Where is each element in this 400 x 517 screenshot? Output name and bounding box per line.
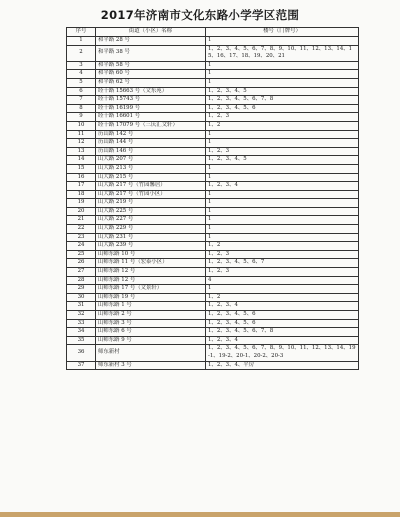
row-street: 历山路 146 号 — [96, 147, 206, 156]
table-row — [67, 207, 359, 216]
row-buildings: 1、2 — [206, 242, 359, 251]
row-street: 山师东路 3 号 — [96, 319, 206, 328]
header-index: 序号 — [67, 28, 96, 37]
table-row — [67, 113, 359, 122]
row-index: 8 — [67, 104, 96, 113]
table-row — [67, 225, 359, 234]
row-buildings: 1、2、3、4 — [206, 302, 359, 311]
row-buildings: 1 — [206, 225, 359, 234]
row-street: 山大路 217 号（竹园馨居） — [96, 182, 206, 191]
row-index: 21 — [67, 216, 96, 225]
table-row — [67, 182, 359, 191]
row-buildings: 1、2、3、4、5、6、7 — [206, 259, 359, 268]
row-street: 和平路 62 号 — [96, 78, 206, 87]
row-buildings: 1、2、3、4、平房 — [206, 361, 359, 370]
row-buildings: 1 — [206, 139, 359, 148]
row-index: 24 — [67, 242, 96, 251]
row-buildings: 1 — [206, 285, 359, 294]
table-row — [67, 311, 359, 320]
table-row — [67, 139, 359, 148]
row-index: 3 — [67, 61, 96, 70]
row-street: 经十路 15743 号 — [96, 96, 206, 105]
row-buildings: 1、2、3、4 — [206, 336, 359, 345]
row-street: 山师东路 12 号 — [96, 276, 206, 285]
row-index: 29 — [67, 285, 96, 294]
table-row — [67, 285, 359, 294]
row-street: 山大路 229 号 — [96, 225, 206, 234]
row-street: 山师东路 1 号 — [96, 302, 206, 311]
table-row — [67, 37, 359, 46]
row-buildings: 1 — [206, 61, 359, 70]
row-street: 山大路 227 号 — [96, 216, 206, 225]
row-index: 10 — [67, 121, 96, 130]
table-row — [67, 78, 359, 87]
row-index: 12 — [67, 139, 96, 148]
table-row — [67, 70, 359, 79]
row-buildings: 1、2、3、4、5、6、7、8、9、10、11、12、13、14、15、16、17、18、19、20、21 — [206, 45, 359, 61]
school-district-table — [66, 27, 359, 370]
row-buildings: 1、2 — [206, 293, 359, 302]
table-row — [67, 242, 359, 251]
row-index: 31 — [67, 302, 96, 311]
row-index: 15 — [67, 164, 96, 173]
row-street: 山师东路 9 号 — [96, 336, 206, 345]
row-street: 山大路 215 号 — [96, 173, 206, 182]
row-index: 19 — [67, 199, 96, 208]
table-row — [67, 173, 359, 182]
row-index: 16 — [67, 173, 96, 182]
row-street: 经十路 15663 号（文东苑） — [96, 87, 206, 96]
row-street: 山大路 225 号 — [96, 207, 206, 216]
row-street: 经十路 16199 号 — [96, 104, 206, 113]
row-index: 2 — [67, 45, 96, 61]
table-row — [67, 199, 359, 208]
row-index: 27 — [67, 268, 96, 277]
row-index: 22 — [67, 225, 96, 234]
page-title: 2017年济南市文化东路小学学区范围 — [100, 8, 300, 22]
table-row — [67, 121, 359, 130]
row-buildings: 1、2、3 — [206, 113, 359, 122]
table-row — [67, 233, 359, 242]
row-buildings: 1、2、3、4、5、6、7、8、9、10、11、12、13、14、19-1、19-2、20-1、20-2、20-3 — [206, 345, 359, 361]
table-row — [67, 276, 359, 285]
table-row — [67, 259, 359, 268]
row-buildings: 4 — [206, 276, 359, 285]
row-buildings: 1 — [206, 70, 359, 79]
table-row — [67, 45, 359, 61]
row-index: 1 — [67, 37, 96, 46]
row-street: 和平路 60 号 — [96, 70, 206, 79]
table-row — [67, 190, 359, 199]
row-index: 13 — [67, 147, 96, 156]
table-row — [67, 104, 359, 113]
header-street: 街道（小区）名称 — [96, 28, 206, 37]
row-buildings: 1、2、3、4、5、6 — [206, 104, 359, 113]
row-buildings: 1 — [206, 199, 359, 208]
table-row — [67, 345, 359, 361]
row-buildings: 1、2、3、4、5、6 — [206, 311, 359, 320]
table-row — [67, 216, 359, 225]
table-row — [67, 147, 359, 156]
table-row — [67, 87, 359, 96]
row-street: 和平路 58 号 — [96, 61, 206, 70]
table-row — [67, 361, 359, 370]
row-street: 山师东路 17 号（文景轩） — [96, 285, 206, 294]
row-index: 35 — [67, 336, 96, 345]
row-buildings: 1、2、3 — [206, 147, 359, 156]
row-index: 7 — [67, 96, 96, 105]
row-street: 山师东路 2 号 — [96, 311, 206, 320]
row-index: 30 — [67, 293, 96, 302]
table-header-row — [67, 28, 359, 37]
table-row — [67, 268, 359, 277]
row-street: 山大路 239 号 — [96, 242, 206, 251]
row-buildings: 1、2、3 — [206, 250, 359, 259]
row-street: 和平路 28 号 — [96, 37, 206, 46]
row-index: 36 — [67, 345, 96, 361]
row-index: 18 — [67, 190, 96, 199]
table-row — [67, 130, 359, 139]
row-street: 山师东路 11 号（宏泰小区） — [96, 259, 206, 268]
row-buildings: 1 — [206, 216, 359, 225]
table-row — [67, 61, 359, 70]
row-index: 37 — [67, 361, 96, 370]
table-row — [67, 96, 359, 105]
row-index: 9 — [67, 113, 96, 122]
row-index: 6 — [67, 87, 96, 96]
row-buildings: 1、2、3、4、5、6 — [206, 319, 359, 328]
table-row — [67, 250, 359, 259]
row-buildings: 1 — [206, 37, 359, 46]
row-street: 历山路 142 号 — [96, 130, 206, 139]
table-row — [67, 336, 359, 345]
row-buildings: 1 — [206, 164, 359, 173]
bottom-decorative-strip — [0, 512, 400, 517]
row-index: 34 — [67, 328, 96, 337]
row-buildings: 1、2、3、4、5、6、7、8 — [206, 328, 359, 337]
row-buildings: 1 — [206, 207, 359, 216]
row-index: 23 — [67, 233, 96, 242]
row-index: 17 — [67, 182, 96, 191]
row-buildings: 1 — [206, 130, 359, 139]
row-street: 历山路 144 号 — [96, 139, 206, 148]
row-buildings: 1、2、3、4、5、6、7、8 — [206, 96, 359, 105]
table-row — [67, 293, 359, 302]
row-index: 26 — [67, 259, 96, 268]
row-index: 11 — [67, 130, 96, 139]
row-buildings: 1 — [206, 190, 359, 199]
row-buildings: 1 — [206, 78, 359, 87]
row-street: 山师东路 10 号 — [96, 250, 206, 259]
row-index: 28 — [67, 276, 96, 285]
row-index: 4 — [67, 70, 96, 79]
table-row — [67, 164, 359, 173]
table-row — [67, 156, 359, 165]
row-index: 20 — [67, 207, 96, 216]
row-index: 14 — [67, 156, 96, 165]
row-street: 山大路 207 号 — [96, 156, 206, 165]
row-street: 师东新村 3 号 — [96, 361, 206, 370]
row-buildings: 1、2、3、4、5 — [206, 156, 359, 165]
row-street: 经十路 16601 号 — [96, 113, 206, 122]
row-buildings: 1 — [206, 173, 359, 182]
row-street: 山师东路 6 号 — [96, 328, 206, 337]
row-street: 经十路 17079 号（三庆汇文轩） — [96, 121, 206, 130]
row-buildings: 1 — [206, 233, 359, 242]
table-row — [67, 328, 359, 337]
table-row — [67, 319, 359, 328]
header-building: 楼号（门牌号） — [206, 28, 359, 37]
row-buildings: 1、2、3、4 — [206, 182, 359, 191]
row-street: 山师东路 12 号 — [96, 268, 206, 277]
row-index: 32 — [67, 311, 96, 320]
row-index: 33 — [67, 319, 96, 328]
row-buildings: 1、2、3、4、5 — [206, 87, 359, 96]
row-street: 师东新村 — [96, 345, 206, 361]
table-row — [67, 302, 359, 311]
row-index: 5 — [67, 78, 96, 87]
row-street: 山大路 219 号 — [96, 199, 206, 208]
row-street: 山师东路 19 号 — [96, 293, 206, 302]
row-buildings: 1、2、3 — [206, 268, 359, 277]
row-street: 和平路 38 号 — [96, 45, 206, 61]
row-index: 25 — [67, 250, 96, 259]
row-street: 山大路 217 号（竹园小区） — [96, 190, 206, 199]
row-street: 山大路 213 号 — [96, 164, 206, 173]
row-buildings: 1、2 — [206, 121, 359, 130]
row-street: 山大路 231 号 — [96, 233, 206, 242]
